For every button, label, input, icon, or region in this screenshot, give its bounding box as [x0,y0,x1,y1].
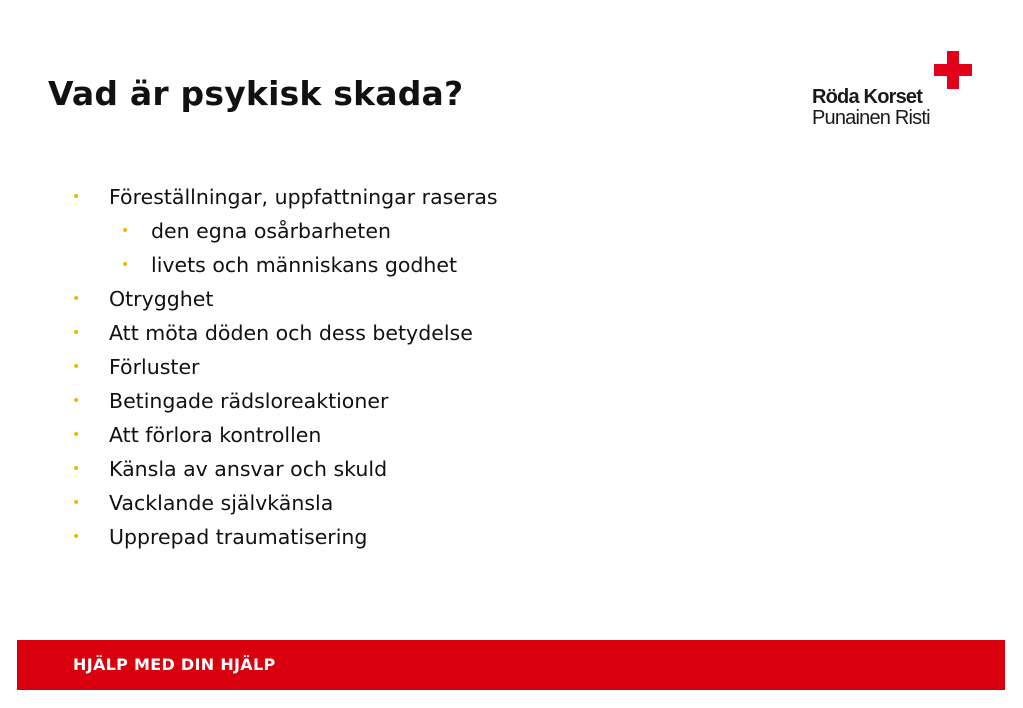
logo-text-finnish: Punainen Risti [812,107,930,129]
bullet-text: Vacklande självkänsla [109,491,334,515]
logo-text-swedish: Röda Korset [812,86,923,108]
red-cross-icon [934,51,972,89]
red-cross-logo [810,50,980,130]
sub-bullet-item [0,214,498,248]
bullet-text: Förluster [109,355,200,379]
slide-title: Vad är psykisk skada? [48,74,464,113]
bullet-icon: • [72,189,81,205]
bullet-icon: • [121,257,130,273]
bullet-icon: • [72,427,81,443]
sub-bullet-item [0,248,498,282]
bullet-icon: • [72,495,81,511]
bullet-text: Föreställningar, uppfattningar raseras [109,185,498,209]
footer-slogan: HJÄLP MED DIN HJÄLP [73,655,276,674]
bullet-item [0,350,498,384]
bullet-icon: • [72,461,81,477]
bullet-icon: • [72,291,81,307]
bullet-item [0,520,498,554]
bullet-item [0,316,498,350]
bullet-text: Betingade rädsloreaktioner [109,389,389,413]
bullet-item [0,452,498,486]
bullet-item [0,180,498,214]
bullet-icon: • [72,359,81,375]
bullet-icon: • [72,325,81,341]
bullet-item [0,418,498,452]
bullet-item [0,486,498,520]
bullet-text: Upprepad traumatisering [109,525,368,549]
bullet-text: Känsla av ansvar och skuld [109,457,388,481]
bullet-text: Att förlora kontrollen [109,423,322,447]
bullet-text: den egna osårbarheten [151,219,391,243]
bullet-icon: • [72,529,81,545]
bullet-text: livets och människans godhet [151,253,458,277]
bullet-icon: • [72,393,81,409]
bullet-item [0,282,498,316]
bullet-text: Otrygghet [109,287,214,311]
bullet-text: Att möta döden och dess betydelse [109,321,473,345]
bullet-item [0,384,498,418]
footer-bar [17,640,1005,690]
bullet-list [0,180,498,554]
bullet-icon: • [121,223,130,239]
